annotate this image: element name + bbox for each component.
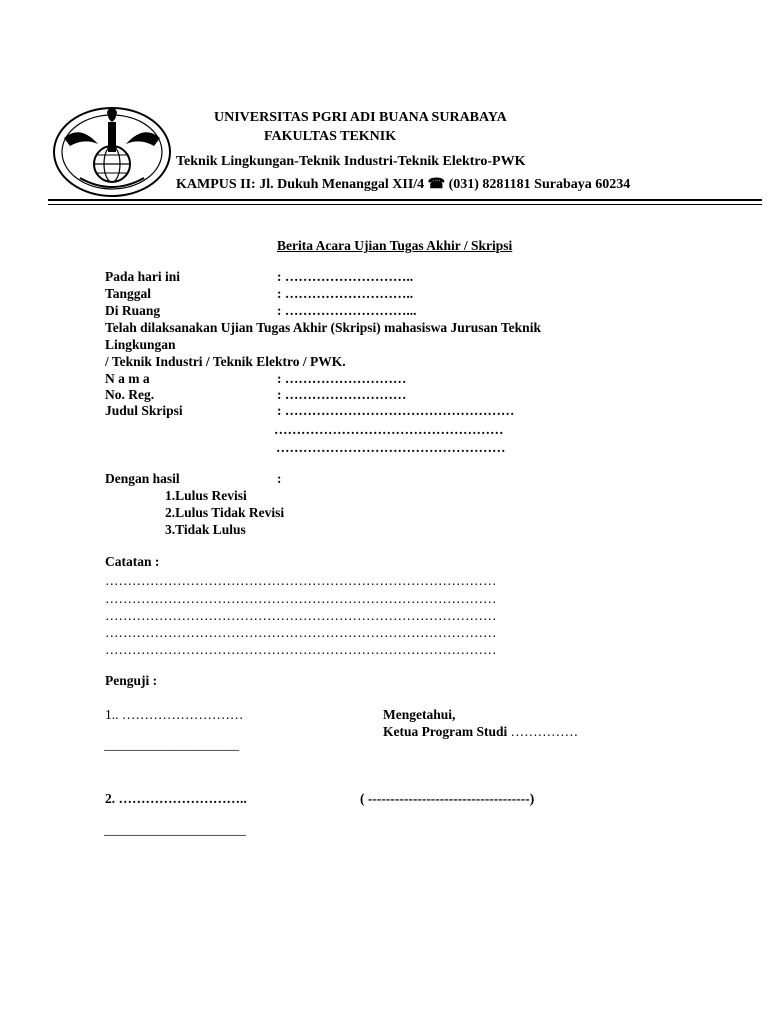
penguji-2: 2. ………………………..: [105, 791, 247, 806]
judul-value-2: ……………………………………………: [274, 422, 504, 437]
header-rule-thick: [48, 199, 762, 201]
ruang-value: : ………………………...: [277, 303, 417, 318]
catatan-label: Catatan :: [105, 554, 160, 569]
catatan-line-1: ……………………………………………………………………………: [105, 573, 497, 588]
penguji-1: 1.. ………………………: [105, 707, 244, 722]
statement-line-3: / Teknik Industri / Teknik Elektro / PWK.: [105, 354, 346, 369]
noreg-label: No. Reg.: [105, 387, 155, 402]
address-prefix: KAMPUS II: Jl. Dukuh Menanggal XII/4: [176, 177, 425, 192]
university-logo: [50, 104, 174, 200]
document-title: Berita Acara Ujian Tugas Akhir / Skripsi: [277, 238, 513, 253]
program-list: Teknik Lingkungan-Teknik Industri-Teknik Elektro-PWK: [176, 154, 526, 169]
campus-address: [176, 176, 630, 193]
hari-label: Pada hari ini: [105, 269, 181, 284]
judul-label: Judul Skripsi: [105, 403, 183, 418]
nama-value: : ………………………: [277, 371, 407, 386]
ketua-signature: ( ------------------------------------): [360, 791, 535, 806]
mengetahui-label: Mengetahui,: [383, 707, 456, 722]
statement-line-1: Telah dilaksanakan Ujian Tugas Akhir (Skripsi) mahasiswa Jurusan Teknik: [105, 320, 541, 335]
judul-value-1: : ……………………………………………: [277, 403, 515, 418]
hasil-option-2: 2.Lulus Tidak Revisi: [165, 505, 285, 520]
penguji-label: Penguji :: [105, 673, 158, 688]
ruang-label: Di Ruang: [105, 303, 161, 318]
hasil-option-3: 3.Tidak Lulus: [165, 522, 246, 537]
hasil-colon: :: [277, 471, 282, 486]
penguji-1-signature-line: ____________________: [104, 737, 239, 752]
ketua-dots: ……………: [510, 724, 579, 739]
header-rule-thin: [48, 204, 762, 205]
faculty-name: FAKULTAS TEKNIK: [264, 129, 397, 144]
tanggal-label: Tanggal: [105, 286, 152, 301]
ketua-label: Ketua Program Studi: [383, 724, 508, 739]
catatan-line-2: ……………………………………………………………………………: [105, 591, 497, 606]
hasil-label: Dengan hasil: [105, 471, 180, 486]
tanggal-value: : ………………………..: [277, 286, 414, 301]
ketua-program-studi: [383, 724, 578, 740]
hasil-option-1: 1.Lulus Revisi: [165, 488, 247, 503]
catatan-line-5: ……………………………………………………………………………: [105, 642, 497, 657]
penguji-2-signature-line: _____________________: [104, 822, 246, 837]
catatan-line-4: ……………………………………………………………………………: [105, 625, 497, 640]
hari-value: : ………………………..: [277, 269, 414, 284]
university-name: UNIVERSITAS PGRI ADI BUANA SURABAYA: [214, 110, 507, 125]
address-suffix: (031) 8281181 Surabaya 60234: [448, 177, 631, 192]
judul-value-3: ……………………………………………: [276, 440, 506, 455]
statement-line-2: Lingkungan: [105, 337, 176, 352]
catatan-line-3: ……………………………………………………………………………: [105, 608, 497, 623]
noreg-value: : ………………………: [277, 387, 407, 402]
nama-label: N a m a: [105, 371, 150, 386]
telephone-icon: ☎: [427, 177, 446, 192]
